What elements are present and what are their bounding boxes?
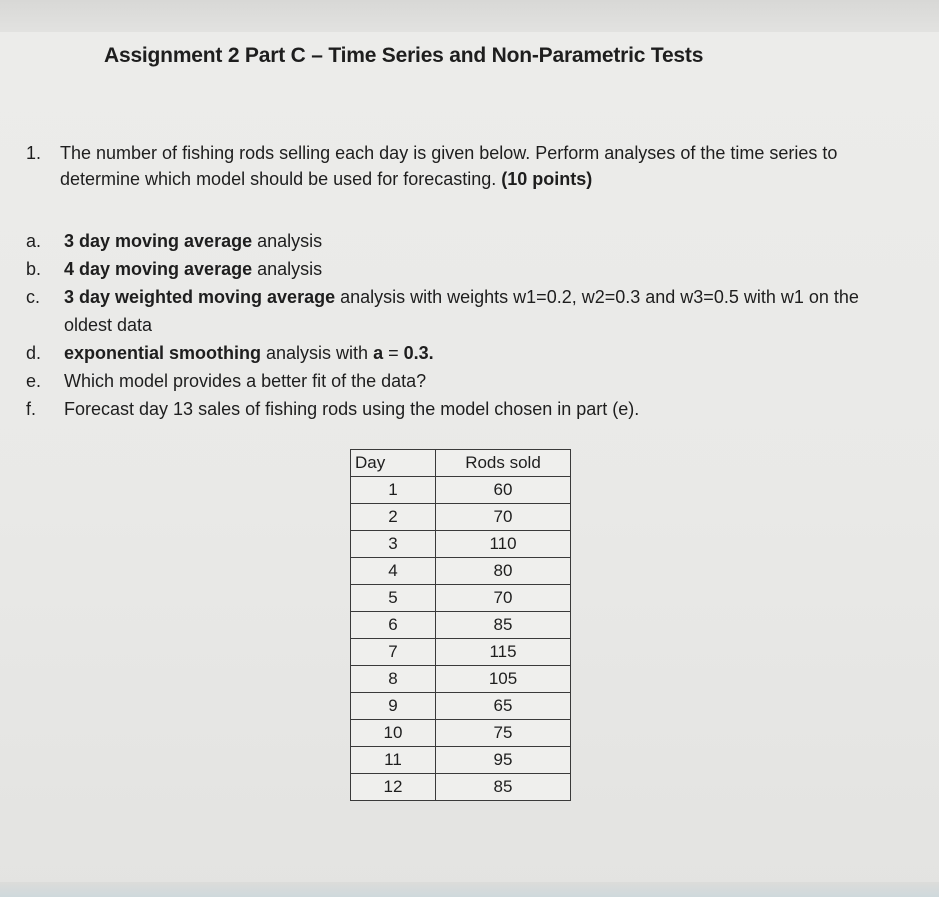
- day-cell: 3: [351, 531, 436, 558]
- part-letter: f.: [26, 399, 37, 419]
- table-row: [351, 639, 571, 666]
- rods-cell: 70: [436, 585, 571, 612]
- day-cell: 9: [351, 693, 436, 720]
- rods-cell: 80: [436, 558, 571, 585]
- day-cell: 4: [351, 558, 436, 585]
- rods-cell: 105: [436, 666, 571, 693]
- part-bold-text: 4 day moving average: [64, 259, 253, 279]
- rods-cell: 110: [436, 531, 571, 558]
- rods-cell: 75: [436, 720, 571, 747]
- part-bold-text: 3 day weighted moving average: [64, 287, 336, 307]
- part-text: Which model provides a better fit of the data?: [64, 371, 427, 391]
- day-cell: 6: [351, 612, 436, 639]
- table-row: [351, 747, 571, 774]
- day-cell: 7: [351, 639, 436, 666]
- part-letter: b.: [26, 259, 42, 279]
- table-row: [351, 585, 571, 612]
- part-b: [26, 255, 906, 283]
- question-parts: [26, 227, 906, 423]
- part-a: [26, 227, 906, 255]
- page-title: Assignment 2 Part C – Time Series and Non-Parametric Tests: [104, 44, 704, 67]
- part-text: analysis: [252, 231, 323, 251]
- table-header-row: [351, 450, 571, 477]
- rods-cell: 95: [436, 747, 571, 774]
- part-f: [26, 395, 906, 423]
- alpha-value: 0.3.: [403, 343, 434, 363]
- part-text: analysis with: [261, 343, 374, 363]
- part-c: [26, 283, 906, 339]
- day-cell: 11: [351, 747, 436, 774]
- table-row: [351, 504, 571, 531]
- day-cell: 10: [351, 720, 436, 747]
- part-d: [26, 339, 906, 367]
- alpha-symbol: a: [373, 343, 384, 363]
- part-text: Forecast day 13 sales of fishing rods using the model chosen in part (e).: [64, 399, 640, 419]
- table-row: [351, 666, 571, 693]
- rods-cell: 65: [436, 693, 571, 720]
- part-bold-text: 3 day moving average: [64, 231, 253, 251]
- table-row: [351, 558, 571, 585]
- part-text: analysis: [252, 259, 323, 279]
- table-row: [351, 477, 571, 504]
- question-text: [60, 140, 890, 192]
- rods-cell: 85: [436, 612, 571, 639]
- bottom-edge: [0, 882, 939, 897]
- column-header-rods-sold: Rods sold: [436, 450, 571, 477]
- rods-cell: 85: [436, 774, 571, 801]
- part-bold-text: exponential smoothing: [64, 343, 262, 363]
- part-text-equals: =: [383, 343, 404, 363]
- question-points: (10 points): [501, 169, 593, 189]
- day-cell: 5: [351, 585, 436, 612]
- part-letter: d.: [26, 343, 42, 363]
- column-header-day: Day: [351, 450, 436, 477]
- part-e: [26, 367, 906, 395]
- table-row: [351, 612, 571, 639]
- question-number: 1.: [26, 143, 42, 163]
- part-letter: c.: [26, 287, 41, 307]
- question-text-plain: The number of fishing rods selling each day is given below. Perform analyses of the time series to determine which model should be used for forecasting.: [60, 143, 838, 189]
- rods-sold-table: [350, 449, 571, 801]
- day-cell: 2: [351, 504, 436, 531]
- top-edge: [0, 0, 939, 32]
- part-text: analysis with weights w1=0.2, w2=0.3 and w3=0.5 with w1 on the oldest data: [64, 287, 859, 335]
- rods-cell: 70: [436, 504, 571, 531]
- rods-cell: 60: [436, 477, 571, 504]
- day-cell: 1: [351, 477, 436, 504]
- table-row: [351, 531, 571, 558]
- part-letter: a.: [26, 231, 42, 251]
- rods-cell: 115: [436, 639, 571, 666]
- table-row: [351, 693, 571, 720]
- table-row: [351, 774, 571, 801]
- table-row: [351, 720, 571, 747]
- day-cell: 12: [351, 774, 436, 801]
- part-letter: e.: [26, 371, 42, 391]
- day-cell: 8: [351, 666, 436, 693]
